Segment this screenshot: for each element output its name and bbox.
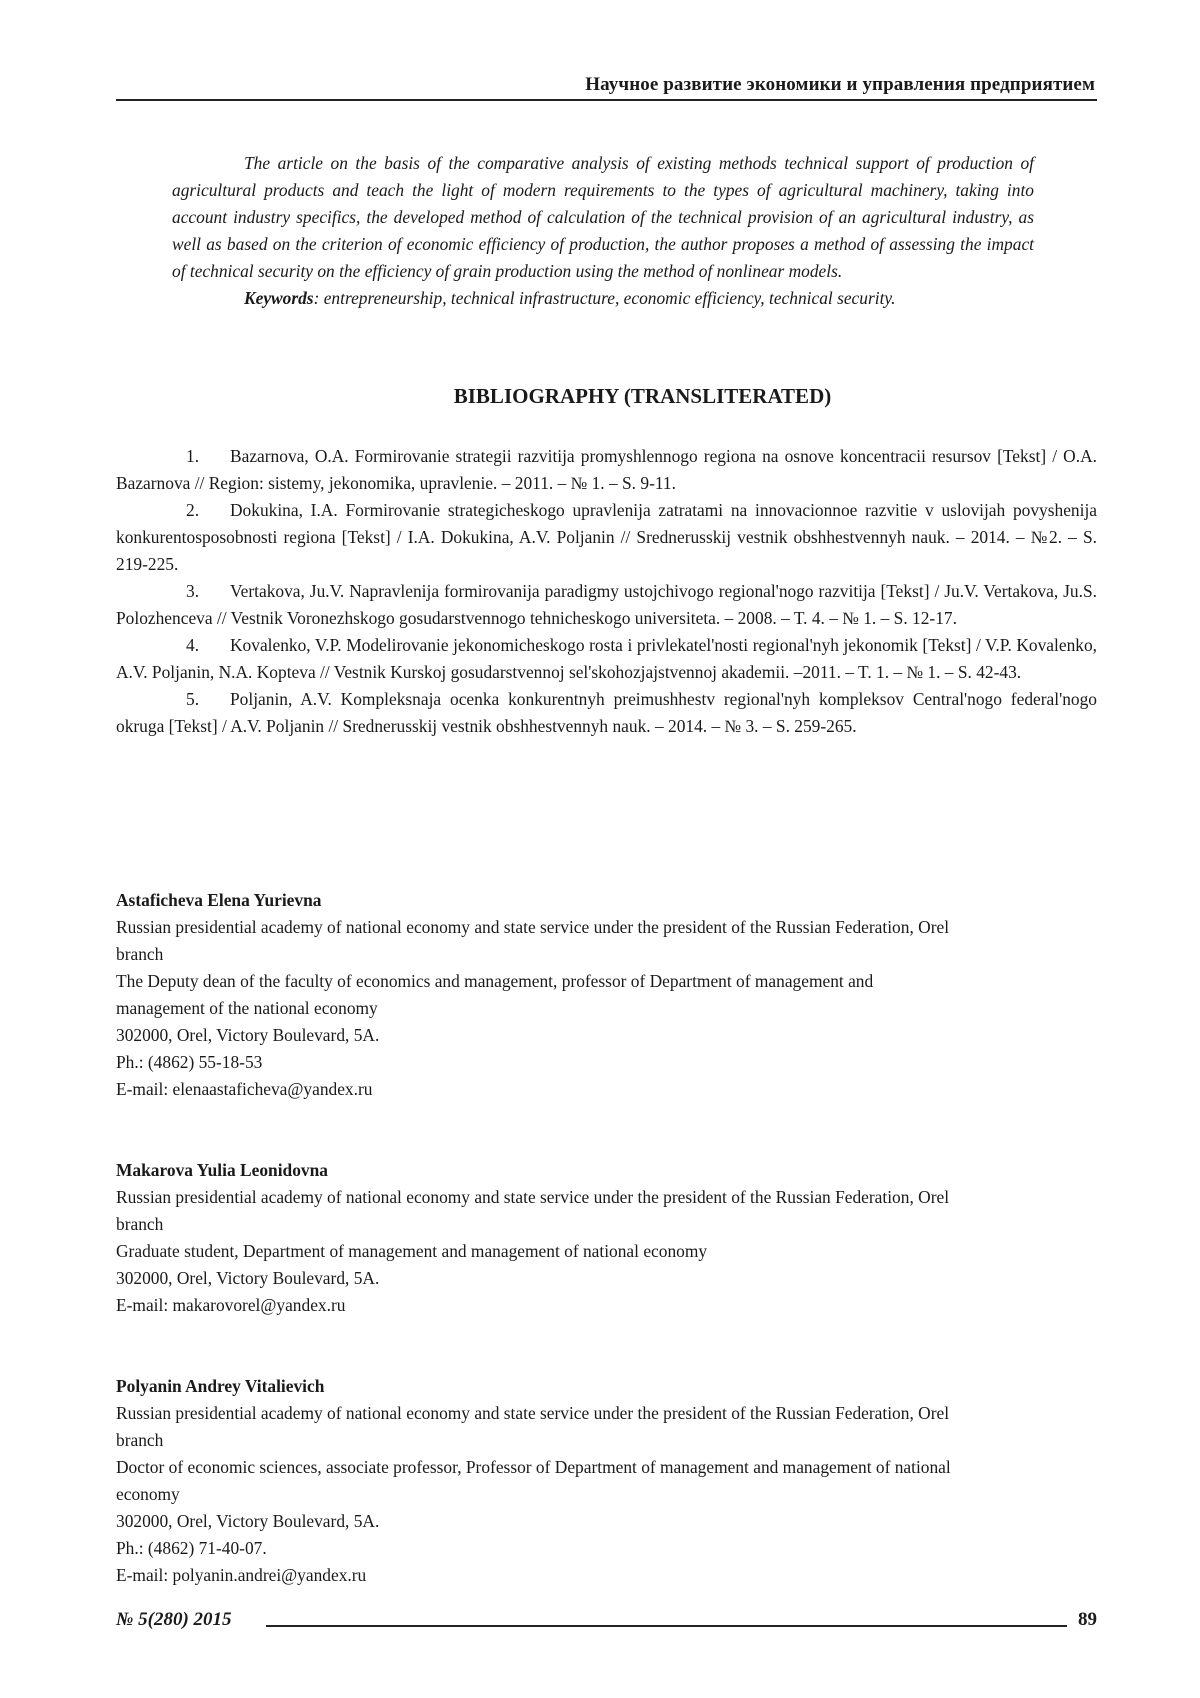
abstract-text: The article on the basis of the comparative analysis of existing methods technical support of production of agricultural products and teach the light of modern requirements to the types of agricultural machinery, taking into account industry specifics, the developed method of calculation of the technical provision of an agricultural industry, as well as based on the criterion of economic efficiency of production, the author proposes a method of assessing the impact of technical security on the efficiency of grain production using the method of nonlinear models. [172,150,1034,285]
bibliography-item [116,578,1097,632]
author-name: Polyanin Andrey Vitalievich [116,1373,1097,1400]
author-address: 302000, Orel, Victory Boulevard, 5A. [116,1265,1097,1292]
bibliography-item-text: Poljanin, A.V. Kompleksnaja ocenka konkurentnyh preimushhestv regional'nyh kompleksov Central'nogo federal'nogo okruga [Tekst] / A.V. Poljanin // Srednerusskij vestnik obshhestvennyh nauk. – 2014. – № 3. – S. 259-265. [116,689,1097,736]
author-block [116,887,1097,1103]
author-phone: Ph.: (4862) 71-40-07. [116,1535,1097,1562]
journal-title: Научное развитие экономики и управления предприятием [585,74,1095,96]
bibliography-item-text: Bazarnova, O.A. Formirovanie strategii razvitija promyshlennogo regiona na osnove koncentracii resursov [Tekst] / O.A. Bazarnova // Region: sistemy, jekonomika, upravlenie. – 2011. – № 1. – S. 9-11. [116,446,1097,493]
page-footer [116,1608,1097,1634]
abstract [172,150,1034,312]
author-email: E-mail: makarovorel@yandex.ru [116,1292,1097,1319]
author-affiliation: Russian presidential academy of national economy and state service under the president of the Russian Federation, Orel [116,1400,1097,1427]
author-position-cont: economy [116,1481,1097,1508]
bibliography-item-text: Dokukina, I.A. Formirovanie strategicheskogo upravlenija zatratami na innovacionnoe razvitie v uslovijah povyshenija konkurentosposobnosti regiona [Tekst] / I.A. Dokukina, A.V. Poljanin // Srednerusskij vestnik obshhestvennyh nauk. – 2014. – №2. – S. 219-225. [116,500,1097,574]
author-email: E-mail: polyanin.andrei@yandex.ru [116,1562,1097,1589]
running-header [116,74,1097,101]
bibliography-item [116,443,1097,497]
bibliography-item-number: 4. [186,632,230,659]
journal-page [0,0,1200,1698]
page-number: 89 [1078,1608,1097,1632]
issue-number: № 5(280) 2015 [116,1608,242,1632]
bibliography-item-text: Vertakova, Ju.V. Napravlenija formirovanija paradigmy ustojchivogo regional'nogo razvitija [Tekst] / Ju.V. Vertakova, Ju.S. Polozhenceva // Vestnik Voronezhskogo gosudarstvennogo tehnicheskogo universiteta. – 2008. – T. 4. – № 1. – S. 12-17. [116,581,1097,628]
author-position: The Deputy dean of the faculty of economics and management, professor of Department of management and [116,968,1097,995]
author-name: Astaficheva Elena Yurievna [116,887,1097,914]
author-position-cont: management of the national economy [116,995,1097,1022]
bibliography-item-number: 5. [186,686,230,713]
author-block [116,1157,1097,1319]
bibliography-item-number: 1. [186,443,230,470]
author-affiliation: Russian presidential academy of national economy and state service under the president of the Russian Federation, Orel [116,914,1097,941]
author-block [116,1373,1097,1589]
author-position: Graduate student, Department of management and management of national economy [116,1238,1097,1265]
keywords-text: : entrepreneurship, technical infrastructure, economic efficiency, technical security. [314,288,896,308]
footer-rule [266,1625,1067,1627]
author-position: Doctor of economic sciences, associate professor, Professor of Department of management and management of national [116,1454,1097,1481]
bibliography-item [116,497,1097,578]
author-address: 302000, Orel, Victory Boulevard, 5A. [116,1022,1097,1049]
bibliography-item-number: 2. [186,497,230,524]
bibliography-item [116,686,1097,740]
author-address: 302000, Orel, Victory Boulevard, 5A. [116,1508,1097,1535]
author-name: Makarova Yulia Leonidovna [116,1157,1097,1184]
author-phone: Ph.: (4862) 55-18-53 [116,1049,1097,1076]
keywords-label: Keywords [244,288,314,308]
author-email: E-mail: elenaastaficheva@yandex.ru [116,1076,1097,1103]
bibliography-item-text: Kovalenko, V.P. Modelirovanie jekonomicheskogo rosta i privlekatel'nosti regional'nyh jekonomik [Tekst] / V.P. Kovalenko, A.V. Poljanin, N.A. Kopteva // Vestnik Kurskoj gosudarstvennoj sel'skohozjajstvennoj akademii. –2011. – T. 1. – № 1. – S. 42-43. [116,635,1097,682]
keywords-line [172,285,1034,312]
bibliography-title: BIBLIOGRAPHY (TRANSLITERATED) [0,383,1200,409]
bibliography-item-number: 3. [186,578,230,605]
author-affiliation-cont: branch [116,1427,1097,1454]
author-affiliation-cont: branch [116,941,1097,968]
author-affiliation-cont: branch [116,1211,1097,1238]
bibliography-list [116,443,1097,740]
bibliography-item [116,632,1097,686]
author-affiliation: Russian presidential academy of national economy and state service under the president of the Russian Federation, Orel [116,1184,1097,1211]
